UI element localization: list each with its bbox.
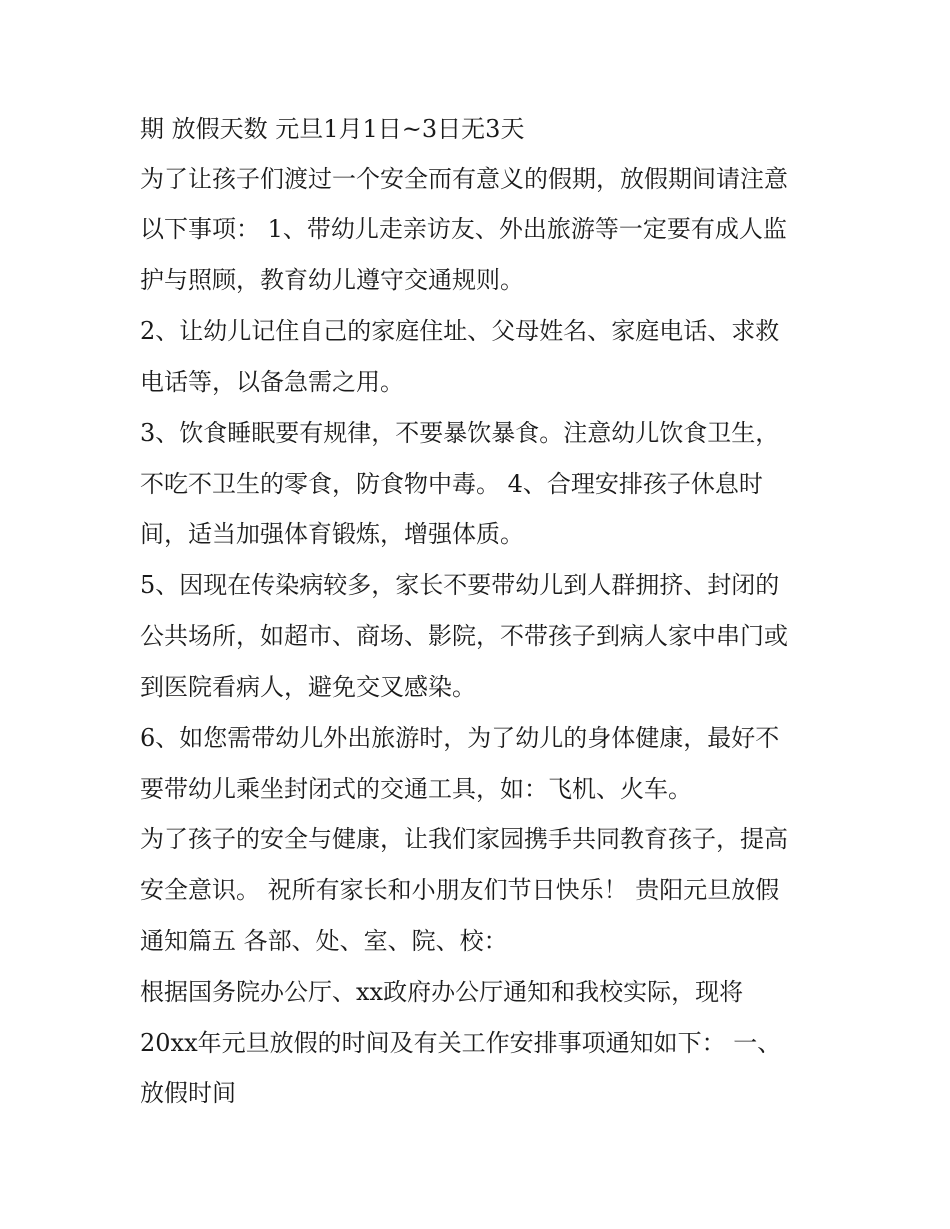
text-line: 6、如您需带幼儿外出旅游时，为了幼儿的身体健康，最好不	[140, 724, 780, 752]
text-line: 要带幼儿乘坐封闭式的交通工具，如：飞机、火车。	[140, 775, 692, 803]
text-line: 20xx年元旦放假的时间及有关工作安排事项通知如下： 一、	[140, 1029, 782, 1057]
text-line: 5、因现在传染病较多，家长不要带幼儿到人群拥挤、封闭的	[140, 571, 780, 599]
text-line: 到医院看病人，避免交叉感染。	[140, 673, 476, 701]
text-line: 护与照顾，教育幼儿遵守交通规则。	[140, 266, 524, 294]
text-line: 放假时间	[140, 1079, 236, 1107]
text-line: 根据国务院办公厅、xx政府办公厅通知和我校实际，现将	[140, 978, 744, 1006]
text-line: 通知篇五 各部、处、室、院、校：	[140, 927, 508, 955]
text-line: 不吃不卫生的零食，防食物中毒。 4、合理安排孩子休息时	[140, 470, 763, 498]
text-line: 间，适当加强体育锻炼，增强体质。	[140, 520, 524, 548]
text-line: 电话等，以备急需之用。	[140, 368, 404, 396]
text-line: 为了孩子的安全与健康，让我们家园携手共同教育孩子，提高	[140, 825, 788, 853]
text-line: 3、饮食睡眠要有规律，不要暴饮暴食。注意幼儿饮食卫生，	[140, 419, 780, 447]
text-line: 安全意识。 祝所有家长和小朋友们节日快乐！ 贵阳元旦放假	[140, 876, 780, 904]
text-line: 为了让孩子们渡过一个安全而有意义的假期，放假期间请注意	[140, 165, 788, 193]
text-line: 期 放假天数 元旦1月1日~3日无3天	[140, 115, 525, 143]
text-line: 公共场所，如超市、商场、影院，不带孩子到病人家中串门或	[140, 622, 788, 650]
text-line: 以下事项： 1、带幼儿走亲访友、外出旅游等一定要有成人监	[140, 215, 787, 243]
text-line: 2、让幼儿记住自己的家庭住址、父母姓名、家庭电话、求救	[140, 317, 780, 345]
